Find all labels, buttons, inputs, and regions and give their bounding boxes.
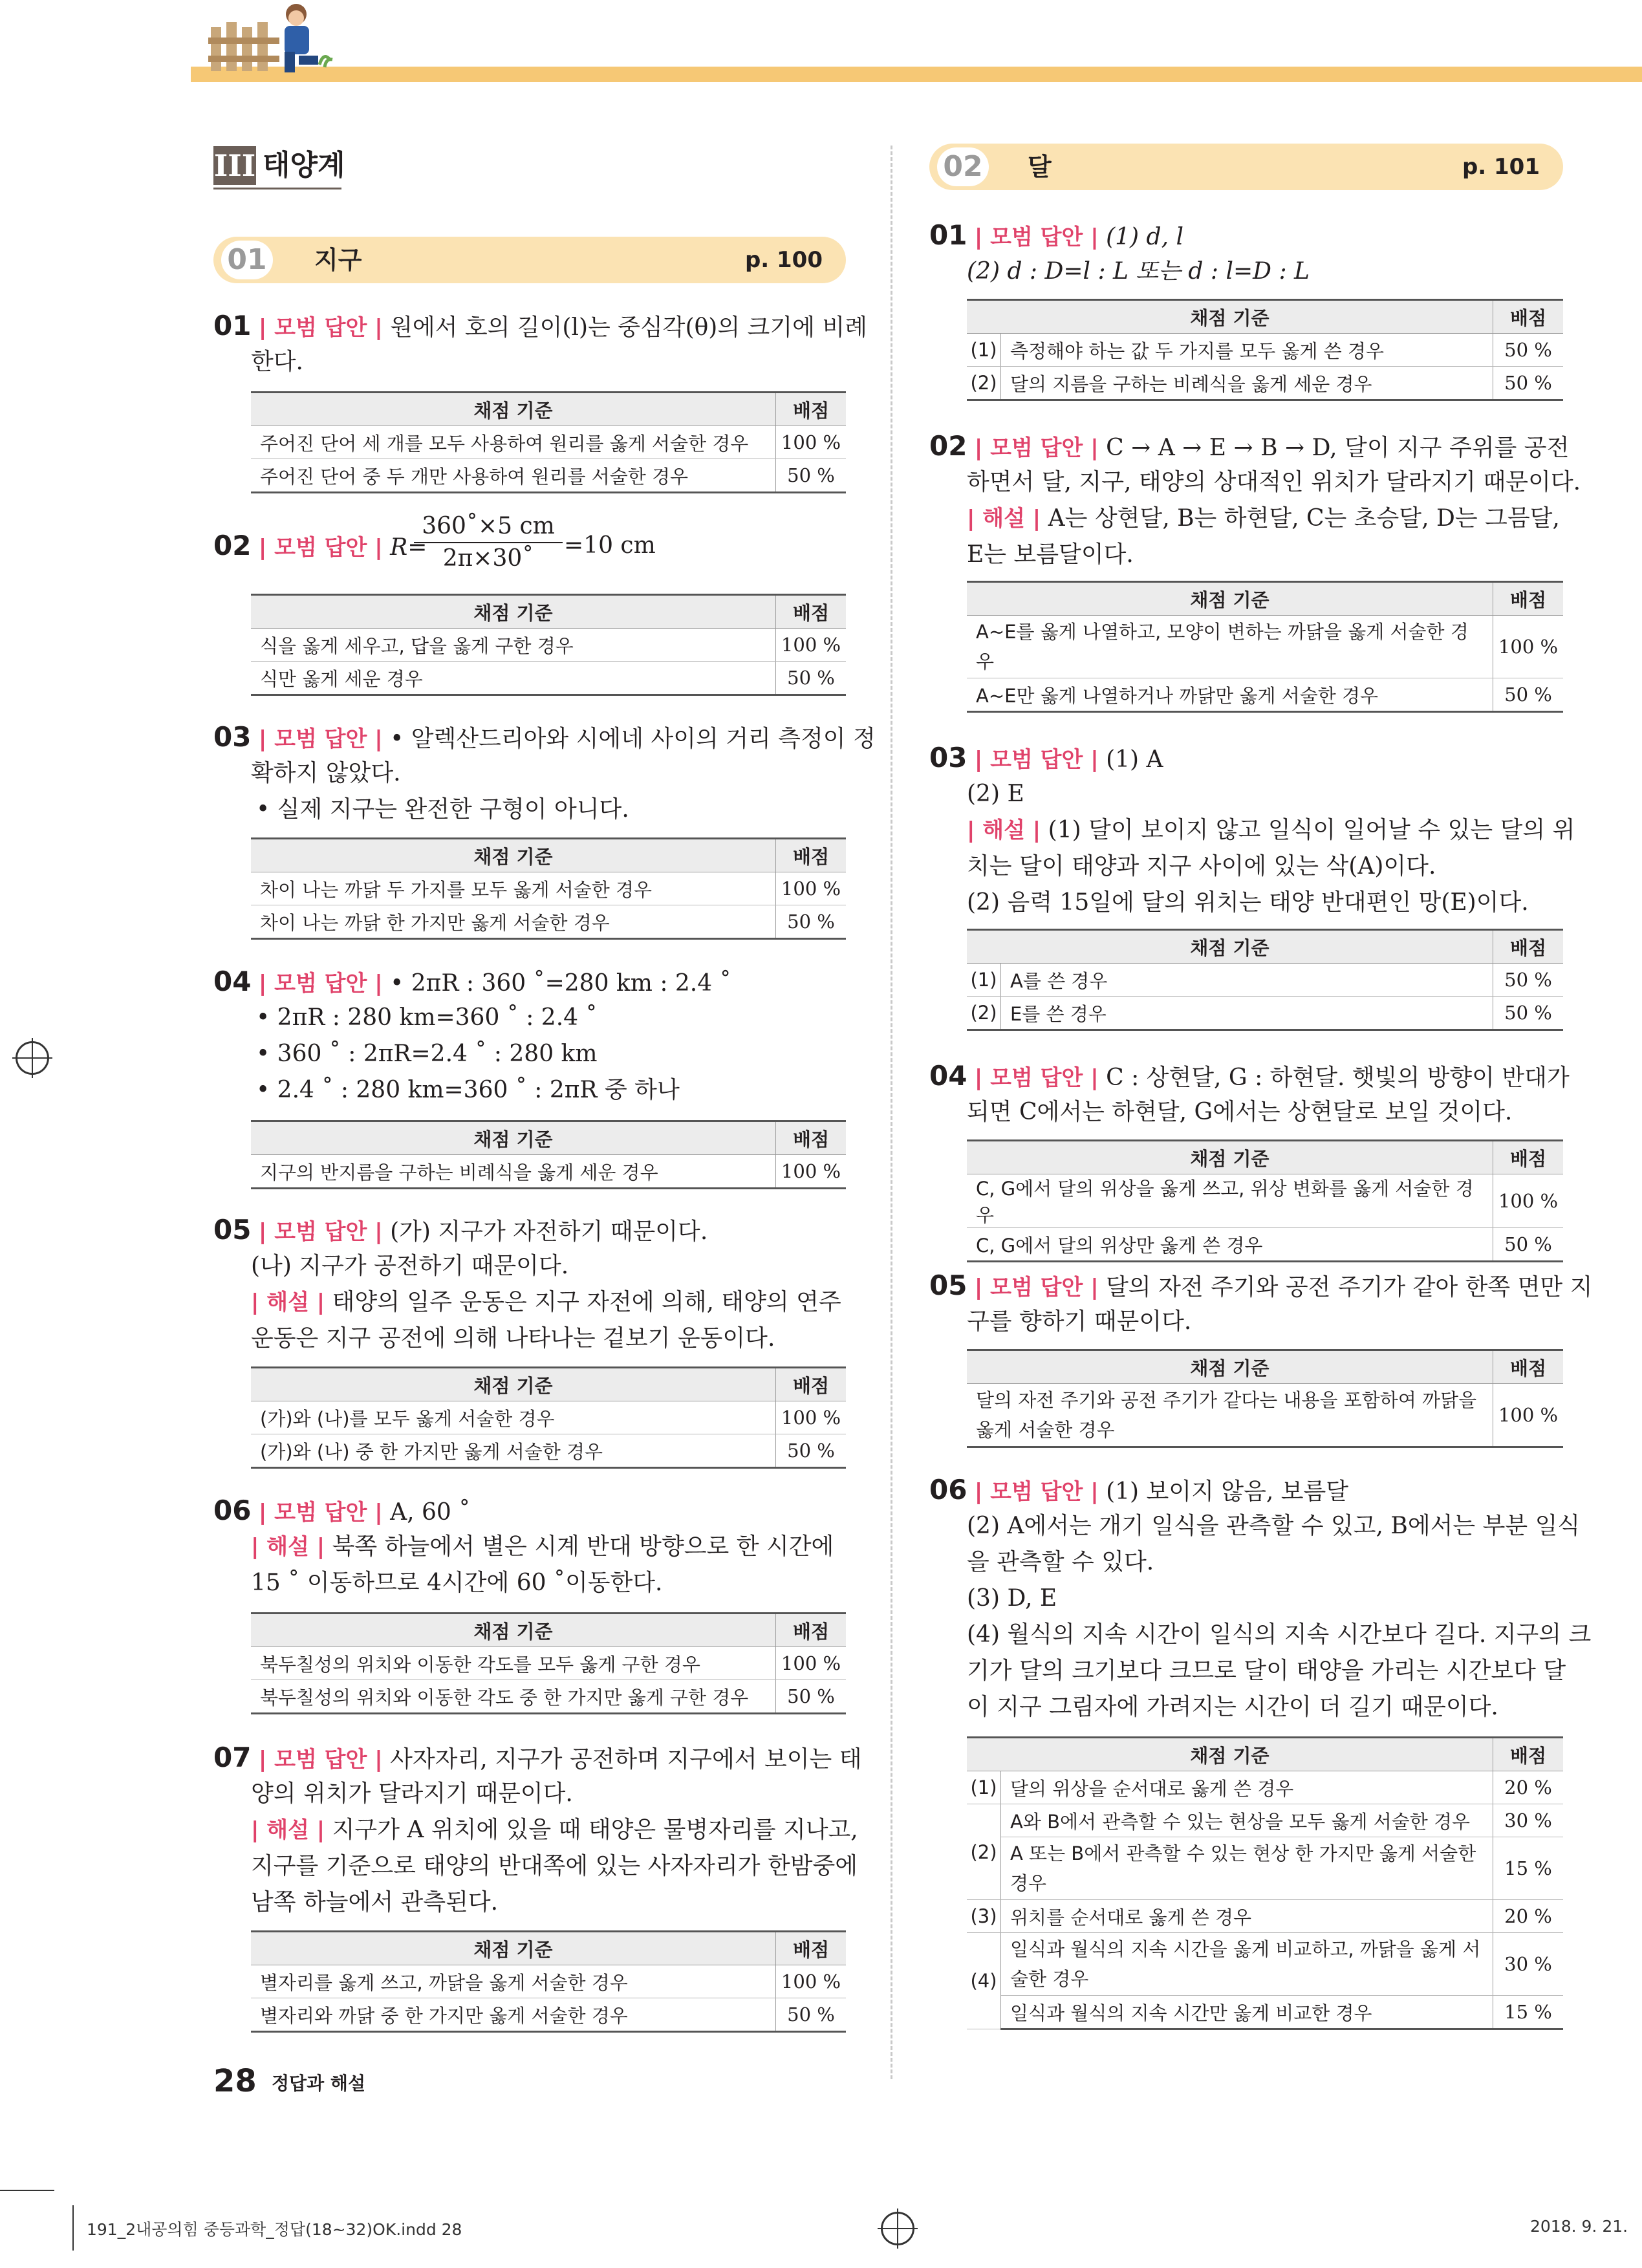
scoring-table: 채점 기준 배점 (1) 측정해야 하는 값 두 가지를 모두 옳게 쓴 경우 50 % (2) 달의 지름을 구하는 비례식을 옳게 세운 경우 50 % bbox=[967, 299, 1563, 401]
table-row: A 또는 B에서 관측할 수 있는 현상 한 가지만 옳게 서술한 경우 15 % bbox=[967, 1837, 1563, 1900]
table-row: 별자리와 까닭 중 한 가지만 옳게 서술한 경우 50 % bbox=[251, 1998, 846, 2032]
fraction bbox=[414, 511, 563, 574]
table-row: (1) 측정해야 하는 값 두 가지를 모두 옳게 쓴 경우 50 % bbox=[967, 334, 1563, 367]
explain-line: 지구를 기준으로 태양의 반대쪽에 있는 사자자리가 한밤중에 bbox=[251, 1853, 858, 1879]
scoring-table: 채점 기준 배점 지구의 반지름을 구하는 비례식을 옳게 세운 경우 100 % bbox=[251, 1120, 846, 1189]
scoring-table: 채점 기준 배점 달의 자전 주기와 공전 주기가 같다는 내용을 포함하여 까닭을 옳게 서술한 경우 100 % bbox=[967, 1349, 1563, 1448]
answer-label: | 모범 답안 | bbox=[974, 435, 1099, 461]
question-02: 02 | 모범 답안 | C → A → E → B → D, 달이 지구 주위를 공전 bbox=[929, 430, 1570, 462]
table-row: A~E를 옳게 나열하고, 모양이 변하는 까닭을 옳게 서술한 경우 100 % bbox=[967, 616, 1563, 678]
answer-label: | 모범 답안 | bbox=[258, 1219, 383, 1245]
question-06: 06 | 모범 답안 | A, 60 ˚ bbox=[213, 1495, 471, 1526]
topic-pill-moon bbox=[929, 144, 1563, 190]
fraction-result: =10 cm bbox=[564, 532, 656, 559]
table-row: 지구의 반지름을 구하는 비례식을 옳게 세운 경우 100 % bbox=[251, 1155, 846, 1189]
explain-line: | 해설 | A는 상현달, B는 하현달, C는 초승달, D는 그믐달, bbox=[967, 505, 1560, 532]
question-04: 04 | 모범 답안 | • 2πR : 360 ˚=280 km : 2.4 ˚ bbox=[213, 966, 731, 997]
scoring-table: 채점 기준 배점 차이 나는 까닭 두 가지를 모두 옳게 서술한 경우 100 % 차이 나는 까닭 한 가지만 옳게 서술한 경우 50 % bbox=[251, 837, 846, 940]
answer-label: | 모범 답안 | bbox=[974, 1275, 1099, 1301]
scoring-table: 채점 기준 배점 (1) 달의 위상을 순서대로 옳게 쓴 경우 20 % (2) A와 B에서 관측할 수 있는 현상을 모두 옳게 서술한 경우 30 % A 또는 B에서 관측할 수 있는 현상 한 가지만 옳게 서술한 경우 15 % (3) 위치를 순서대로 옳게 쓴 경우 20 % (4) 일식과 월식의 지속 시간을 옳게 비교하고, 까닭을 옳게 서술한 경우 30 % 일식과 월식의 지속 시간만 옳게 비교한 경우 15 % bbox=[967, 1736, 1563, 2030]
question-02: 02 | 모범 답안 | R= bbox=[213, 530, 427, 561]
topic-number: 01 bbox=[221, 241, 273, 279]
table-row: 차이 나는 까닭 두 가지를 모두 옳게 서술한 경우 100 % bbox=[251, 872, 846, 905]
question-06: 06 | 모범 답안 | (1) 보이지 않음, 보름달 bbox=[929, 1474, 1349, 1506]
question-01: 01 | 모범 답안 | (1) d, l bbox=[929, 219, 1183, 251]
topic-title: 지구 bbox=[314, 246, 362, 274]
question-01: 01 | 모범 답안 | 원에서 호의 길이(l)는 중심각(θ)의 크기에 비례 bbox=[213, 310, 867, 341]
explain-line: 운동은 지구 공전에 의해 나타나는 겉보기 운동이다. bbox=[251, 1325, 775, 1352]
table-row: (1) 달의 위상을 순서대로 옳게 쓴 경우 20 % bbox=[967, 1771, 1563, 1804]
explain-line: 치는 달이 태양과 지구 사이에 있는 삭(A)이다. bbox=[967, 853, 1436, 880]
table-row: A~E만 옳게 나열하거나 까닭만 옳게 서술한 경우 50 % bbox=[967, 678, 1563, 712]
topic-page: p. 101 bbox=[1462, 154, 1540, 180]
table-row: (2) 달의 지름을 구하는 비례식을 옳게 세운 경우 50 % bbox=[967, 367, 1563, 400]
explain-label: | 해설 | bbox=[967, 817, 1041, 843]
topic-number: 02 bbox=[937, 147, 989, 186]
explain-label: | 해설 | bbox=[251, 1290, 325, 1315]
print-date: 2018. 9. 21. bbox=[1530, 2217, 1628, 2236]
answer-label: | 모범 답안 | bbox=[974, 1479, 1099, 1505]
answer-line: (4) 월식의 지속 시간이 일식의 지속 시간보다 길다. 지구의 크 bbox=[967, 1621, 1592, 1648]
question-07: 07 | 모범 답안 | 사자자리, 지구가 공전하며 지구에서 보이는 태 bbox=[213, 1742, 862, 1773]
explain-label: | 해설 | bbox=[967, 506, 1041, 532]
answer-line: 되면 C에서는 하현달, G에서는 상현달로 보일 것이다. bbox=[967, 1099, 1513, 1125]
crop-mark bbox=[72, 2205, 74, 2251]
scoring-table: 채점 기준 배점 주어진 단어 세 개를 모두 사용하여 원리를 옳게 서술한 경우 100 % 주어진 단어 중 두 개만 사용하여 원리를 서술한 경우 50 % bbox=[251, 391, 846, 493]
registration-mark-icon bbox=[881, 2212, 914, 2245]
table-row: 주어진 단어 세 개를 모두 사용하여 원리를 옳게 서술한 경우 100 % bbox=[251, 426, 846, 459]
scoring-table: 채점 기준 배점 (1) A를 쓴 경우 50 % (2) E를 쓴 경우 50 % bbox=[967, 929, 1563, 1031]
answer-line: (2) d : D=l : L 또는 d : l=D : L bbox=[967, 258, 1310, 285]
print-filename: 191_2내공의힘 중등과학_정답(18~32)OK.indd 28 bbox=[87, 2220, 462, 2239]
answer-line: 양의 위치가 달라지기 때문이다. bbox=[251, 1780, 573, 1807]
answer-line: 을 관측할 수 있다. bbox=[967, 1549, 1154, 1575]
table-row: 주어진 단어 중 두 개만 사용하여 원리를 서술한 경우 50 % bbox=[251, 459, 846, 493]
scoring-table: 채점 기준 배점 A~E를 옳게 나열하고, 모양이 변하는 까닭을 옳게 서술한 경우 100 % A~E만 옳게 나열하거나 까닭만 옳게 서술한 경우 50 % bbox=[967, 581, 1563, 713]
table-row: (가)와 (나)를 모두 옳게 서술한 경우 100 % bbox=[251, 1401, 846, 1434]
answer-line: 한다. bbox=[251, 349, 303, 375]
section-badge: III bbox=[213, 146, 256, 185]
answer-label: | 모범 답안 | bbox=[258, 971, 383, 997]
table-row: 식만 옳게 세운 경우 50 % bbox=[251, 662, 846, 695]
answer-label: | 모범 답안 | bbox=[258, 1747, 383, 1773]
answer-line: 이 지구 그림자에 가려지는 시간이 더 길기 때문이다. bbox=[967, 1694, 1498, 1720]
table-row: 북두칠성의 위치와 이동한 각도 중 한 가지만 옳게 구한 경우 50 % bbox=[251, 1680, 846, 1714]
registration-mark-icon bbox=[16, 1041, 49, 1075]
answer-line: 구를 향하기 때문이다. bbox=[967, 1308, 1192, 1335]
explain-label: | 해설 | bbox=[251, 1534, 325, 1560]
fraction-denominator: 2π×30˚ bbox=[442, 545, 534, 572]
crop-mark bbox=[0, 2190, 54, 2191]
table-row: 일식과 월식의 지속 시간만 옳게 비교한 경우 15 % bbox=[967, 1996, 1563, 2029]
question-03: 03 | 모범 답안 | (1) A bbox=[929, 742, 1163, 773]
table-row: (4) 일식과 월식의 지속 시간을 옳게 비교하고, 까닭을 옳게 서술한 경우 30 % bbox=[967, 1933, 1563, 1996]
scoring-table: 채점 기준 배점 별자리를 옳게 쓰고, 까닭을 옳게 서술한 경우 100 % 별자리와 까닭 중 한 가지만 옳게 서술한 경우 50 % bbox=[251, 1930, 846, 2033]
table-row: 식을 옳게 세우고, 답을 옳게 구한 경우 100 % bbox=[251, 629, 846, 662]
question-03: 03 | 모범 답안 | • 알렉산드리아와 시에네 사이의 거리 측정이 정 bbox=[213, 721, 876, 753]
table-row: 북두칠성의 위치와 이동한 각도를 모두 옳게 구한 경우 100 % bbox=[251, 1647, 846, 1680]
answer-line: (3) D, E bbox=[967, 1585, 1057, 1612]
answer-line: • 2.4 ˚ : 280 km=360 ˚ : 2πR 중 하나 bbox=[256, 1077, 680, 1103]
table-row: (2) E를 쓴 경우 50 % bbox=[967, 997, 1563, 1030]
scoring-table: 채점 기준 배점 식을 옳게 세우고, 답을 옳게 구한 경우 100 % 식만 옳게 세운 경우 50 % bbox=[251, 594, 846, 696]
answer-label: | 모범 답안 | bbox=[974, 1065, 1099, 1091]
answer-line: 기가 달의 크기보다 크므로 달이 태양을 가리는 시간보다 달 bbox=[967, 1658, 1566, 1684]
section-underline bbox=[213, 188, 341, 189]
answer-label: | 모범 답안 | bbox=[974, 747, 1099, 773]
header-band bbox=[191, 67, 1642, 82]
answer-line: • 360 ˚ : 2πR=2.4 ˚ : 280 km bbox=[256, 1041, 598, 1067]
explain-label: | 해설 | bbox=[251, 1817, 325, 1843]
table-row: (가)와 (나) 중 한 가지만 옳게 서술한 경우 50 % bbox=[251, 1434, 846, 1468]
answer-label: | 모범 답안 | bbox=[258, 535, 383, 561]
scoring-table: 채점 기준 배점 (가)와 (나)를 모두 옳게 서술한 경우 100 % (가)와 (나) 중 한 가지만 옳게 서술한 경우 50 % bbox=[251, 1366, 846, 1469]
question-05: 05 | 모범 답안 | 달의 자전 주기와 공전 주기가 같아 한쪽 면만 지 bbox=[929, 1269, 1593, 1301]
table-row: (3) 위치를 순서대로 옳게 쓴 경우 20 % bbox=[967, 1900, 1563, 1933]
topic-title: 달 bbox=[1028, 153, 1052, 181]
topic-page: p. 100 bbox=[744, 247, 823, 273]
column-divider bbox=[891, 146, 892, 2079]
table-row: 달의 자전 주기와 공전 주기가 같다는 내용을 포함하여 까닭을 옳게 서술한 경우 100 % bbox=[967, 1384, 1563, 1447]
answer-line: (2) A에서는 개기 일식을 관측할 수 있고, B에서는 부분 일식 bbox=[967, 1513, 1581, 1539]
table-row: 차이 나는 까닭 한 가지만 옳게 서술한 경우 50 % bbox=[251, 905, 846, 939]
answer-label: | 모범 답안 | bbox=[974, 224, 1099, 250]
explain-line: 남쪽 하늘에서 관측된다. bbox=[251, 1889, 499, 1916]
question-04: 04 | 모범 답안 | C : 상현달, G : 하현달. 햇빛의 방향이 반대가 bbox=[929, 1060, 1570, 1092]
explain-line: (2) 음력 15일에 달의 위치는 태양 반대편인 망(E)이다. bbox=[967, 889, 1529, 916]
table-row: (2) A와 B에서 관측할 수 있는 현상을 모두 옳게 서술한 경우 30 % bbox=[967, 1804, 1563, 1837]
answer-line: • 실제 지구는 완전한 구형이 아니다. bbox=[256, 796, 629, 823]
table-row: (1) A를 쓴 경우 50 % bbox=[967, 964, 1563, 997]
explain-line: | 해설 | 태양의 일주 운동은 지구 자전에 의해, 태양의 연주 bbox=[251, 1289, 841, 1315]
explain-line: | 해설 | (1) 달이 보이지 않고 일식이 일어날 수 있는 달의 위 bbox=[967, 817, 1575, 843]
answer-line: (2) E bbox=[967, 781, 1024, 807]
answer-line: 확하지 않았다. bbox=[251, 760, 401, 786]
footer-label: 정답과 해설 bbox=[272, 2073, 365, 2094]
answer-line: (나) 지구가 공전하기 때문이다. bbox=[251, 1253, 569, 1279]
question-05: 05 | 모범 답안 | (가) 지구가 자전하기 때문이다. bbox=[213, 1214, 708, 1246]
section-title: 태양계 bbox=[263, 149, 345, 182]
table-row: C, G에서 달의 위상만 옳게 쓴 경우 50 % bbox=[967, 1228, 1563, 1262]
explain-line: 15 ˚ 이동하므로 4시간에 60 ˚이동한다. bbox=[251, 1570, 663, 1596]
answer-label: | 모범 답안 | bbox=[258, 1500, 383, 1526]
fraction-numerator: 360˚×5 cm bbox=[414, 511, 563, 543]
farmer-illustration bbox=[265, 0, 336, 76]
table-row: 별자리를 옳게 쓰고, 까닭을 옳게 서술한 경우 100 % bbox=[251, 1965, 846, 1998]
answer-label: | 모범 답안 | bbox=[258, 315, 383, 341]
answer-label: | 모범 답안 | bbox=[258, 726, 383, 752]
explain-line: | 해설 | 지구가 A 위치에 있을 때 태양은 물병자리를 지나고, bbox=[251, 1817, 858, 1843]
answer-line: • 2πR : 280 km=360 ˚ : 2.4 ˚ bbox=[256, 1004, 598, 1031]
scoring-table: 채점 기준 배점 북두칠성의 위치와 이동한 각도를 모두 옳게 구한 경우 100 % 북두칠성의 위치와 이동한 각도 중 한 가지만 옳게 구한 경우 50 % bbox=[251, 1612, 846, 1714]
explain-line: E는 보름달이다. bbox=[967, 541, 1134, 568]
topic-pill-earth bbox=[213, 237, 846, 283]
answer-line: 하면서 달, 지구, 태양의 상대적인 위치가 달라지기 때문이다. bbox=[967, 469, 1581, 495]
explain-line: | 해설 | 북쪽 하늘에서 별은 시계 반대 방향으로 한 시간에 bbox=[251, 1533, 834, 1560]
scoring-table: 채점 기준 배점 C, G에서 달의 위상을 옳게 쓰고, 위상 변화를 옳게 서술한 경우 100 % C, G에서 달의 위상만 옳게 쓴 경우 50 % bbox=[967, 1139, 1563, 1262]
table-row: C, G에서 달의 위상을 옳게 쓰고, 위상 변화를 옳게 서술한 경우 100 % bbox=[967, 1174, 1563, 1228]
page-number: 28 bbox=[213, 2063, 257, 2099]
